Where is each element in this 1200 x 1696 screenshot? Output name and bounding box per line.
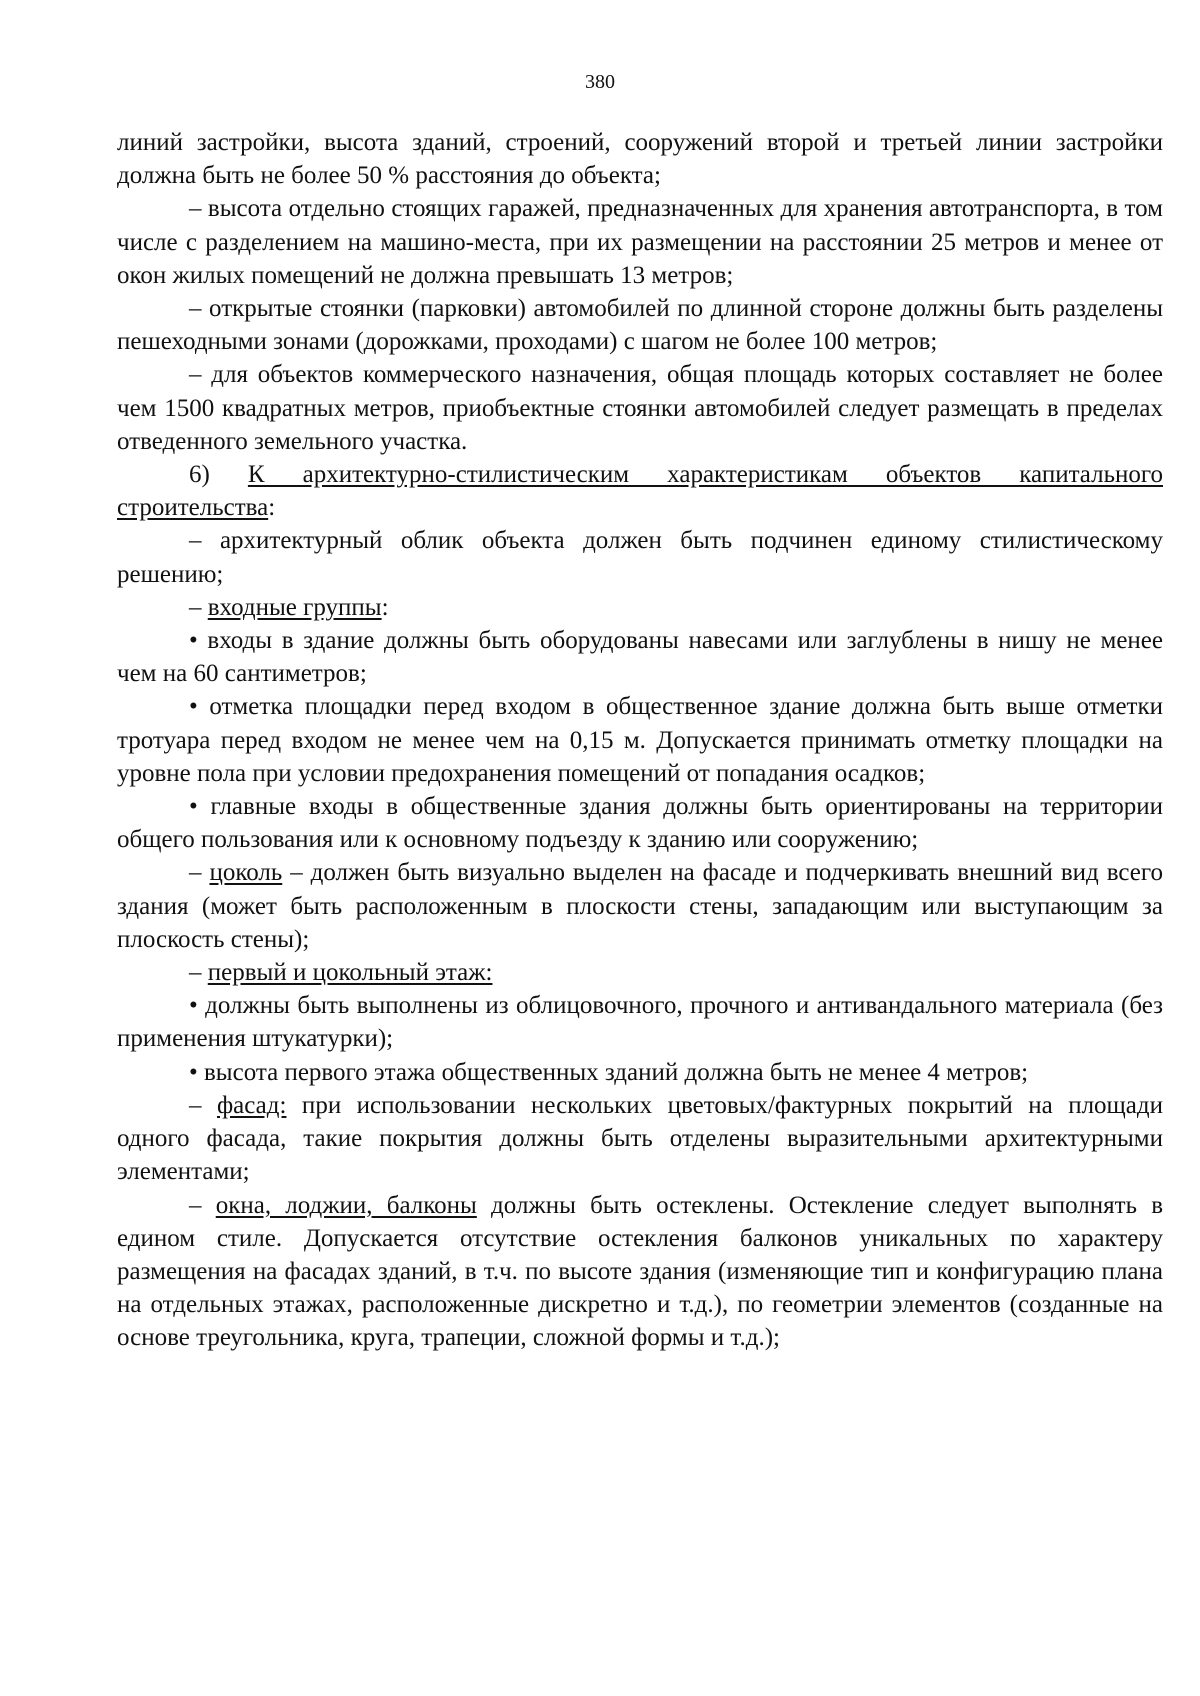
term-underlined: фасад:: [216, 1091, 287, 1119]
section-6-heading: [117, 458, 1163, 524]
dash-marker: –: [189, 1191, 216, 1219]
document-body: [117, 126, 1163, 1355]
dash-marker: –: [189, 593, 208, 621]
paragraph-text: • высота первого этажа общественных зданий должна быть не менее 4 метров;: [189, 1058, 1029, 1086]
paragraph-text: • главные входы в общественные здания должны быть ориентированы на территории общего пользования или к основному подъезду к зданию или сооружению;: [117, 793, 1163, 854]
bullet-entrance-platform: [117, 690, 1163, 790]
section-title-underlined: К архитектурно-стилистическим характеристикам объектов капитального строительства: [117, 461, 1164, 522]
bullet-entrance-canopies: [117, 624, 1163, 690]
paragraph-text: должны быть остеклены. Остекление следует выполнять в едином стиле. Допускается отсутствие остекления балконов уникальных по характеру размещения на фасадах зданий, в т.ч. по высоте здания (изменяющие тип и конфигурацию плана на отдельных этажах, расположенные дискретно и т.д.), по геометрии элементов (созданные на основе треугольника, круга, трапеции, сложной формы и т.д.);: [117, 1191, 1164, 1352]
subheading-underlined: первый и цокольный этаж:: [207, 959, 493, 987]
paragraph-text: – должен быть визуально выделен на фасаде и подчеркивать внешний вид всего здания (может быть расположенным в плоскости стены, западающим или выступающим за плоскость стены);: [117, 859, 1164, 953]
paragraph-text: – для объектов коммерческого назначения, общая площадь которых составляет не более чем 1500 квадратных метров, приобъектные стоянки автомобилей следует размещать в пределах отведенного земельного участка.: [117, 361, 1163, 455]
bullet-main-entrances: [117, 790, 1163, 856]
paragraph-plinth: [117, 856, 1163, 956]
paragraph-facade: [117, 1089, 1163, 1189]
bullet-facing-material: [117, 989, 1163, 1055]
dash-marker: –: [189, 1091, 217, 1119]
paragraph-text: • должны быть выполнены из облицовочного, прочного и антивандального материала (без применения штукатурки);: [117, 992, 1163, 1053]
paragraph-windows-balconies: [117, 1189, 1163, 1355]
subheading-entrance-groups: [117, 591, 1163, 624]
paragraph-architectural-style: [117, 524, 1163, 590]
term-underlined: цоколь: [209, 859, 283, 887]
paragraph-text: линий застройки, высота зданий, строений, сооружений второй и третьей линии застройки должна быть не более 50 % расстояния до объекта;: [117, 129, 1163, 190]
punctuation: :: [268, 494, 276, 522]
term-underlined: окна, лоджии, балконы: [215, 1191, 477, 1219]
bullet-first-floor-height: [117, 1056, 1163, 1089]
subheading-underlined: входные группы: [207, 593, 382, 621]
page-number: 380: [585, 71, 615, 93]
paragraph-garage-height: [117, 192, 1163, 292]
dash-marker: –: [189, 859, 210, 887]
paragraph-open-parking: [117, 292, 1163, 358]
paragraph-commercial-parking: [117, 358, 1163, 458]
section-number: 6): [189, 461, 248, 489]
paragraph-text: • отметка площадки перед входом в общественное здание должна быть выше отметки тротуара перед входом не менее чем на 0,15 м. Допускается принимать отметку площадки на уровне пола при условии предохранения помещений от попадания осадков;: [117, 693, 1163, 787]
paragraph-text: – архитектурный облик объекта должен быть подчинен единому стилистическому решению;: [117, 527, 1163, 588]
paragraph-continuation: [117, 126, 1163, 192]
paragraph-text: • входы в здание должны быть оборудованы навесами или заглублены в нишу не менее чем на 60 сантиметров;: [117, 627, 1163, 688]
subheading-first-floor: [117, 956, 1163, 989]
dash-marker: –: [189, 959, 208, 987]
paragraph-text: – открытые стоянки (парковки) автомобилей по длинной стороне должны быть разделены пешеходными зонами (дорожками, проходами) с шагом не более 100 метров;: [117, 295, 1163, 356]
punctuation: :: [381, 593, 389, 621]
paragraph-text: при использовании нескольких цветовых/фактурных покрытий на площади одного фасада, такие покрытия должны быть отделены выразительными архитектурными элементами;: [117, 1091, 1163, 1186]
paragraph-text: – высота отдельно стоящих гаражей, предназначенных для хранения автотранспорта, в том числе с разделением на машино-места, при их размещении на расстоянии 25 метров и менее от окон жилых помещений не должна превышать 13 метров;: [117, 195, 1163, 289]
